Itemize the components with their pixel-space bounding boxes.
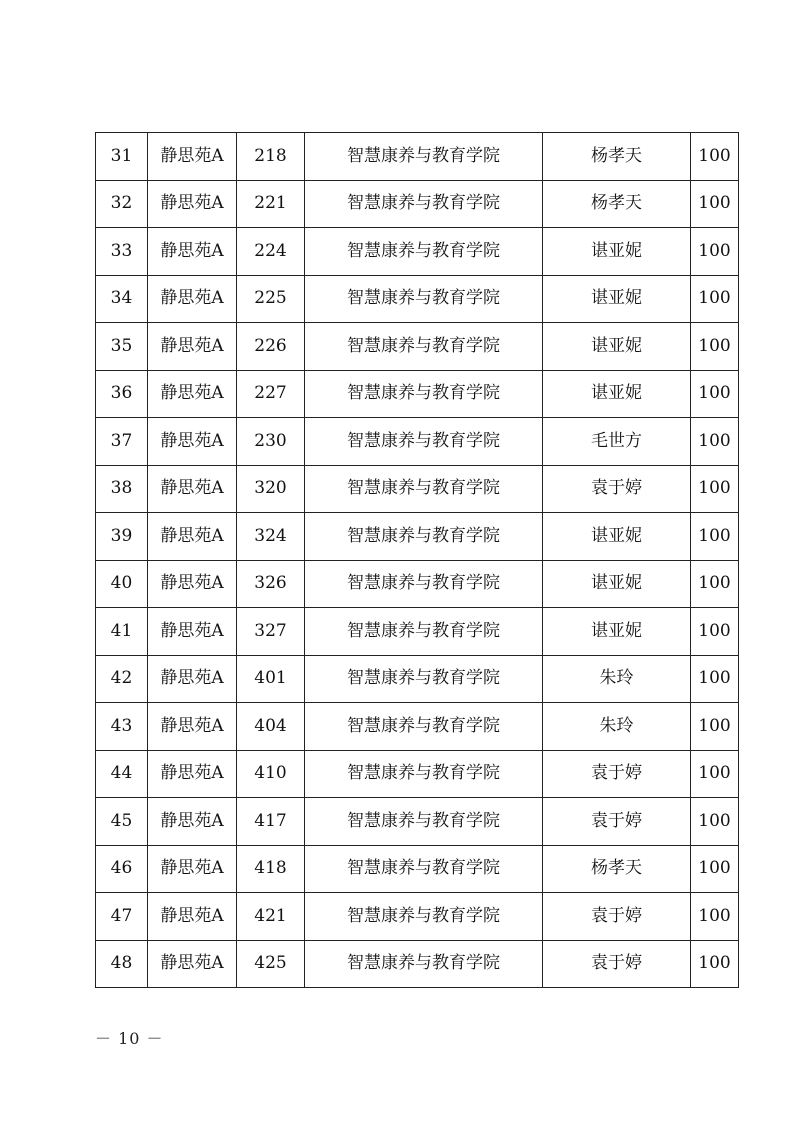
row-score: 100 [691,418,739,466]
row-room: 404 [237,703,305,751]
row-college: 智慧康养与教育学院 [305,133,543,181]
row-name: 杨孝天 [543,133,691,181]
row-room: 401 [237,655,305,703]
table-row [96,608,739,656]
row-score: 100 [691,370,739,418]
row-college: 智慧康养与教育学院 [305,893,543,941]
row-seq: 34 [96,275,148,323]
table-row [96,370,739,418]
row-seq: 43 [96,703,148,751]
row-room: 320 [237,465,305,513]
row-seq: 41 [96,608,148,656]
row-college: 智慧康养与教育学院 [305,703,543,751]
row-room: 218 [237,133,305,181]
row-room: 225 [237,275,305,323]
row-score: 100 [691,655,739,703]
row-name: 朱玲 [543,655,691,703]
table-row [96,560,739,608]
row-name: 袁于婷 [543,750,691,798]
row-name: 袁于婷 [543,465,691,513]
table-row [96,133,739,181]
row-building: 静思苑A [148,608,237,656]
row-name: 谌亚妮 [543,370,691,418]
row-score: 100 [691,608,739,656]
row-score: 100 [691,750,739,798]
row-score: 100 [691,275,739,323]
row-room: 221 [237,180,305,228]
row-room: 327 [237,608,305,656]
row-score: 100 [691,845,739,893]
table-row [96,703,739,751]
table-row [96,750,739,798]
row-name: 袁于婷 [543,893,691,941]
row-seq: 36 [96,370,148,418]
row-building: 静思苑A [148,228,237,276]
table-row [96,180,739,228]
row-college: 智慧康养与教育学院 [305,370,543,418]
table-row [96,893,739,941]
table-row [96,513,739,561]
row-name: 谌亚妮 [543,608,691,656]
row-score: 100 [691,133,739,181]
row-score: 100 [691,703,739,751]
row-seq: 46 [96,845,148,893]
row-college: 智慧康养与教育学院 [305,228,543,276]
row-building: 静思苑A [148,893,237,941]
row-score: 100 [691,465,739,513]
row-college: 智慧康养与教育学院 [305,608,543,656]
row-name: 杨孝天 [543,845,691,893]
row-name: 谌亚妮 [543,560,691,608]
row-college: 智慧康养与教育学院 [305,940,543,988]
row-name: 杨孝天 [543,180,691,228]
row-name: 谌亚妮 [543,323,691,371]
row-score: 100 [691,798,739,846]
row-name: 袁于婷 [543,798,691,846]
row-building: 静思苑A [148,133,237,181]
row-building: 静思苑A [148,275,237,323]
row-room: 227 [237,370,305,418]
row-name: 谌亚妮 [543,228,691,276]
row-score: 100 [691,513,739,561]
row-seq: 31 [96,133,148,181]
row-college: 智慧康养与教育学院 [305,465,543,513]
row-seq: 38 [96,465,148,513]
row-score: 100 [691,893,739,941]
row-score: 100 [691,940,739,988]
row-college: 智慧康养与教育学院 [305,798,543,846]
row-score: 100 [691,323,739,371]
row-college: 智慧康养与教育学院 [305,560,543,608]
table-row [96,275,739,323]
row-score: 100 [691,228,739,276]
row-room: 324 [237,513,305,561]
row-seq: 40 [96,560,148,608]
row-building: 静思苑A [148,180,237,228]
table-row [96,228,739,276]
row-seq: 35 [96,323,148,371]
row-room: 410 [237,750,305,798]
row-building: 静思苑A [148,655,237,703]
table-row [96,845,739,893]
row-building: 静思苑A [148,370,237,418]
row-building: 静思苑A [148,560,237,608]
row-room: 425 [237,940,305,988]
row-college: 智慧康养与教育学院 [305,275,543,323]
row-name: 谌亚妮 [543,513,691,561]
row-building: 静思苑A [148,750,237,798]
page-number: － 10 － [95,1029,164,1048]
table-row [96,798,739,846]
row-room: 418 [237,845,305,893]
row-name: 毛世方 [543,418,691,466]
row-college: 智慧康养与教育学院 [305,418,543,466]
row-building: 静思苑A [148,323,237,371]
row-name: 谌亚妮 [543,275,691,323]
row-seq: 42 [96,655,148,703]
row-seq: 44 [96,750,148,798]
dormitory-score-table [95,132,739,988]
row-seq: 45 [96,798,148,846]
row-college: 智慧康养与教育学院 [305,655,543,703]
row-seq: 39 [96,513,148,561]
row-score: 100 [691,180,739,228]
row-name: 朱玲 [543,703,691,751]
table-row [96,323,739,371]
row-college: 智慧康养与教育学院 [305,845,543,893]
row-seq: 47 [96,893,148,941]
row-college: 智慧康养与教育学院 [305,180,543,228]
row-seq: 32 [96,180,148,228]
table-body [96,133,739,988]
table-row [96,465,739,513]
row-room: 226 [237,323,305,371]
row-room: 417 [237,798,305,846]
row-room: 230 [237,418,305,466]
row-building: 静思苑A [148,703,237,751]
row-room: 421 [237,893,305,941]
table-row [96,418,739,466]
table-row [96,655,739,703]
row-score: 100 [691,560,739,608]
row-room: 224 [237,228,305,276]
row-building: 静思苑A [148,418,237,466]
row-seq: 48 [96,940,148,988]
row-building: 静思苑A [148,465,237,513]
row-room: 326 [237,560,305,608]
row-seq: 37 [96,418,148,466]
row-building: 静思苑A [148,513,237,561]
row-building: 静思苑A [148,940,237,988]
row-college: 智慧康养与教育学院 [305,750,543,798]
row-seq: 33 [96,228,148,276]
row-college: 智慧康养与教育学院 [305,323,543,371]
row-college: 智慧康养与教育学院 [305,513,543,561]
table-row [96,940,739,988]
row-name: 袁于婷 [543,940,691,988]
row-building: 静思苑A [148,798,237,846]
row-building: 静思苑A [148,845,237,893]
